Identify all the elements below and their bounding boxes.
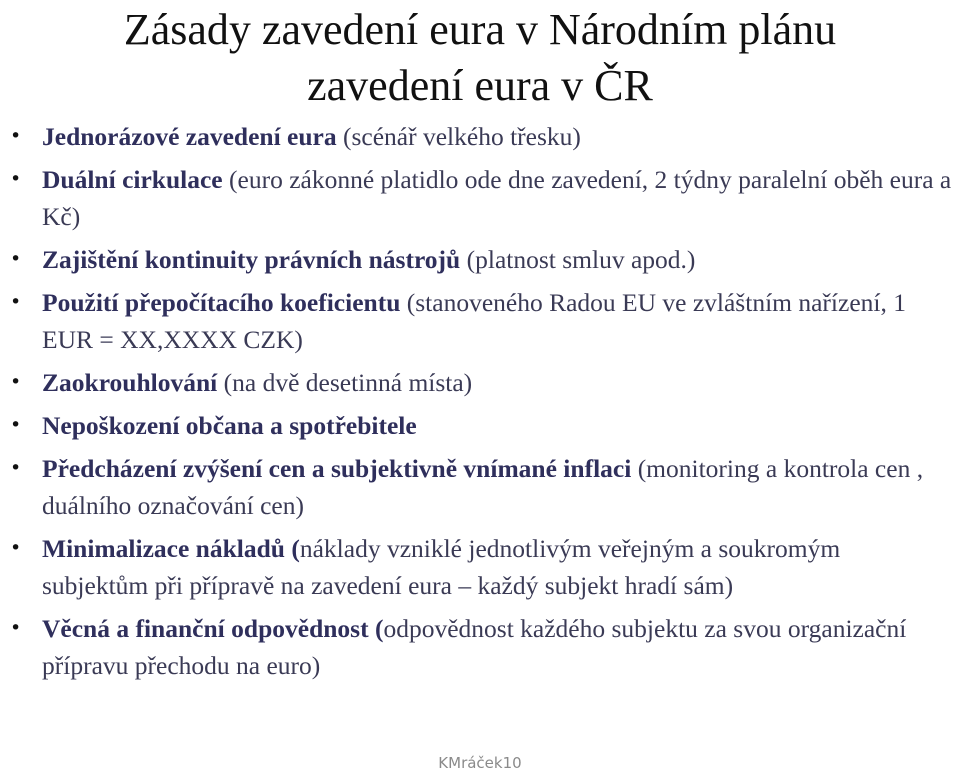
list-item-heading: Předcházení zvýšení cen a subjektivně vnímané inflaci (42, 454, 632, 483)
list-item-heading: Jednorázové zavedení eura (42, 122, 337, 151)
slide-title-line-1: Zásady zavedení eura v Národním plánu (123, 5, 837, 54)
list-item-detail: (scénář velkého třesku) (336, 122, 581, 151)
list-item (0, 161, 960, 235)
bullet-icon: • (10, 371, 22, 393)
list-item (0, 118, 960, 155)
bullet-icon: • (10, 537, 22, 559)
list-item (0, 364, 960, 401)
slide-title-line-2: zavedení eura v ČR (307, 61, 653, 110)
list-item-heading: Zaokrouhlování (42, 368, 218, 397)
list-item (0, 610, 960, 684)
list-item-heading: Nepoškození občana a spotřebitele (42, 411, 417, 440)
list-item-detail: (platnost smluv apod.) (460, 245, 696, 274)
list-item-heading: Věcná a finanční odpovědnost ( (42, 614, 384, 643)
bullet-icon: • (10, 248, 22, 270)
list-item (0, 284, 960, 358)
list-item-detail: (na dvě desetinná místa) (217, 368, 473, 397)
slide-title (0, 2, 960, 114)
list-item-detail: (monitoring a kontrola cen , duálního označování cen) (42, 454, 924, 520)
list-item-detail: odpovědnost každého subjektu za svou organizační přípravu přechodu na euro) (42, 614, 907, 680)
list-item-heading: Použití přepočítacího koeficientu (42, 288, 401, 317)
list-item (0, 407, 960, 444)
bullet-icon: • (10, 291, 22, 313)
bullet-icon: • (10, 168, 22, 190)
bullet-icon: • (10, 617, 22, 639)
principles-list (0, 118, 960, 690)
bullet-icon: • (10, 414, 22, 436)
footer-label: KMráček10 (438, 754, 522, 772)
bullet-icon: • (10, 457, 22, 479)
list-item-detail: (euro zákonné platidlo ode dne zavedení, 2 týdny paralelní oběh eura a Kč) (42, 165, 952, 231)
list-item-detail: (stanoveného Radou EU ve zvláštním nařízení, 1 EUR = XX,XXXX CZK) (42, 288, 906, 354)
list-item-detail: náklady vzniklé jednotlivým veřejným a soukromým subjektům při přípravě na zavedení eura – každý subjekt hradí sám) (42, 534, 841, 600)
bullet-icon: • (10, 125, 22, 147)
list-item-heading: Duální cirkulace (42, 165, 223, 194)
list-item (0, 241, 960, 278)
list-item-heading: Minimalizace nákladů ( (42, 534, 300, 563)
list-item (0, 530, 960, 604)
list-item (0, 450, 960, 524)
list-item-heading: Zajištění kontinuity právních nástrojů (42, 245, 461, 274)
